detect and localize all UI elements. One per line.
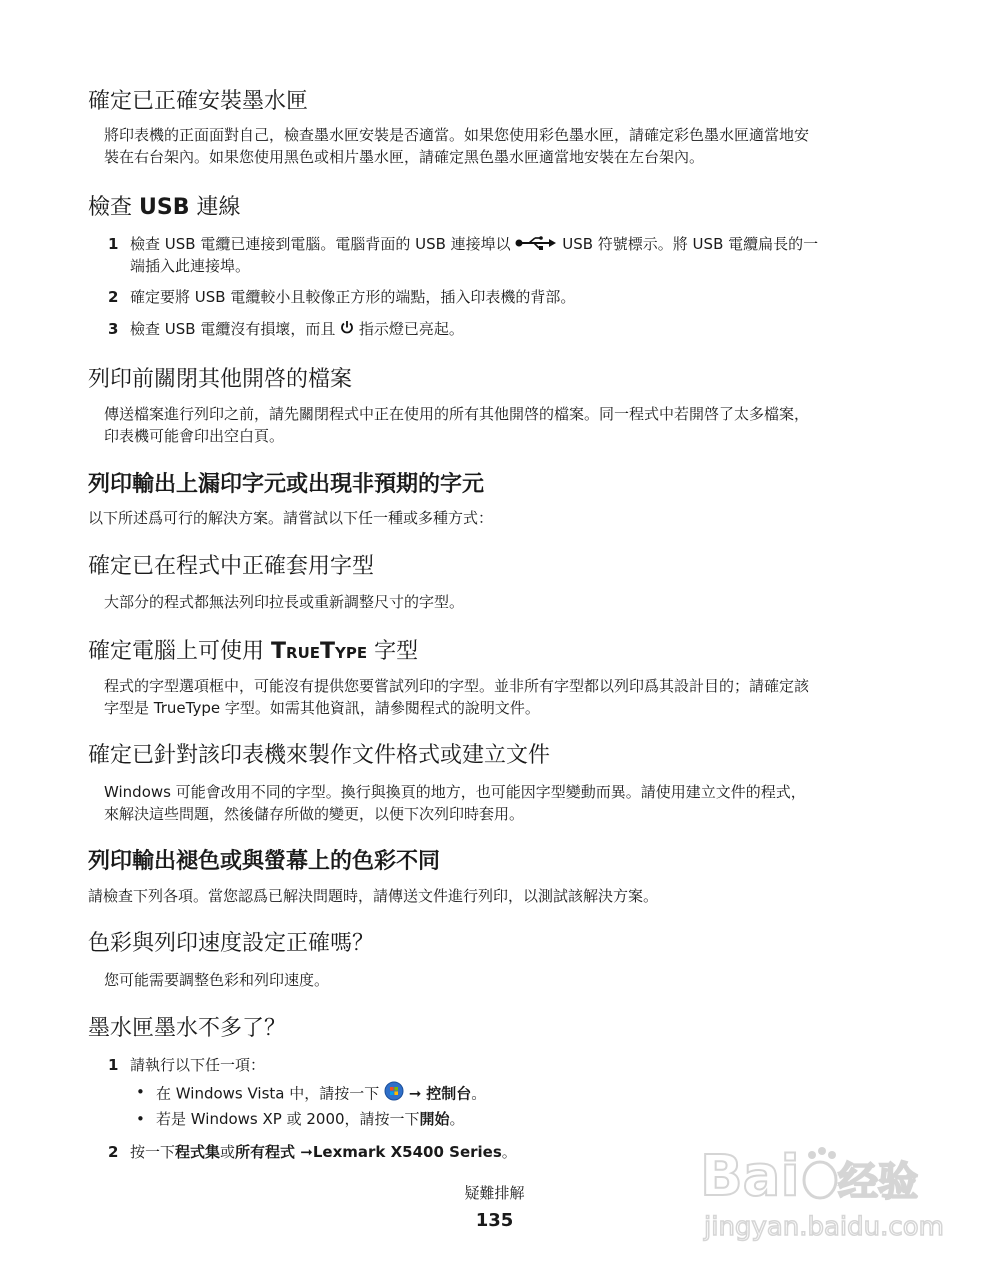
bullet-dot: • bbox=[136, 1110, 145, 1128]
heading-document-format: 確定已針對該印表機來製作文件格式或建立文件 bbox=[88, 743, 551, 768]
step-text-part: USB 符號標示。將 USB 電纜扁長的一 bbox=[562, 235, 819, 253]
step-text: 請執行以下任一項： bbox=[130, 1056, 266, 1074]
paragraph-line: 傳送檔案進行列印之前，請先關閉程式中正在使用的所有其他開啓的檔案。同一程式中若開啓了太多檔案， bbox=[104, 405, 810, 423]
bullet-text bbox=[156, 1081, 486, 1107]
paragraph-line: 程式的字型選項框中，可能沒有提供您要嘗試列印的字型。並非所有字型都以列印爲其設計目的；請確定該 bbox=[104, 677, 810, 695]
step-number: 1 bbox=[108, 1056, 119, 1074]
step-number: 2 bbox=[108, 1143, 119, 1161]
paragraph-line: 大部分的程式都無法列印拉長或重新調整尺寸的字型。 bbox=[104, 593, 465, 611]
paragraph-line: Windows 可能會改用不同的字型。換行與換頁的地方，也可能因字型變動而異。請使用建立文件的程式， bbox=[104, 783, 806, 801]
step-text bbox=[130, 233, 818, 256]
step-number: 3 bbox=[108, 320, 119, 338]
bullet-dot: • bbox=[136, 1083, 145, 1101]
paragraph-line: 字型是 TrueType 字型。如需其他資訊，請參閱程式的說明文件。 bbox=[104, 699, 540, 717]
arrow-glyph: ➞ bbox=[408, 1084, 422, 1103]
arrow-glyph: ➞ bbox=[295, 1143, 313, 1161]
paragraph-line: 以下所述爲可行的解決方案。請嘗試以下任一種或多種方式： bbox=[88, 509, 494, 527]
paragraph-line: 印表機可能會印出空白頁。 bbox=[104, 427, 285, 445]
step-text-bold: Lexmark X5400 Series bbox=[312, 1143, 502, 1161]
heading-part: 確定電腦上可使用 bbox=[88, 639, 271, 664]
paragraph-line: 將印表機的正面面對自己，檢查墨水匣安裝是否適當。如果您使用彩色墨水匣，請確定彩色墨水匣適當地安 bbox=[104, 126, 810, 144]
paragraph-line: 來解決這些問題，然後儲存所做的變更，以便下次列印時套用。 bbox=[104, 805, 525, 823]
step-text-part: 檢查 USB 電纜沒有損壞，而且 bbox=[130, 320, 336, 338]
svg-text:jingyan.baidu.com: jingyan.baidu.com bbox=[704, 1212, 944, 1242]
step-text bbox=[130, 318, 464, 341]
power-icon bbox=[340, 319, 354, 341]
step-text: 端插入此連接埠。 bbox=[130, 257, 251, 275]
step-text: 確定要將 USB 電纜較小且較像正方形的端點，插入印表機的背部。 bbox=[130, 288, 576, 306]
step-number: 2 bbox=[108, 288, 119, 306]
bullet-text-part: 。 bbox=[449, 1110, 465, 1128]
baidu-watermark-logo bbox=[700, 1125, 950, 1255]
bullet-text-bold: 控制台 bbox=[426, 1084, 472, 1103]
svg-text:经验: 经验 bbox=[838, 1159, 918, 1205]
heading-truetype-available bbox=[88, 638, 418, 667]
step-text-part: 指示燈已亮起。 bbox=[358, 320, 464, 338]
heading-cartridge-installed: 確定已正確安裝墨水匣 bbox=[88, 89, 309, 114]
heading-font-applied: 確定已在程式中正確套用字型 bbox=[88, 554, 375, 579]
bullet-text bbox=[156, 1108, 465, 1130]
bullet-text-bold: 開始 bbox=[419, 1110, 450, 1128]
step-text-part: 或 bbox=[220, 1143, 236, 1161]
paragraph-line: 您可能需要調整色彩和列印速度。 bbox=[104, 971, 330, 989]
heading-part-smallcaps: RUE bbox=[286, 644, 320, 662]
footer-section-label: 疑難排解 bbox=[464, 1184, 525, 1202]
step-text-bold: 所有程式 bbox=[235, 1143, 296, 1161]
heading-part: 字型 bbox=[367, 639, 419, 664]
paragraph-line: 裝在右台架內。如果您使用黑色或相片墨水匣，請確定黑色墨水匣適當地安裝在左台架內。 bbox=[104, 148, 705, 166]
step-text-part: 按一下 bbox=[130, 1143, 176, 1161]
step-text-bold: 程式集 bbox=[175, 1143, 221, 1161]
heading-faded-colors: 列印輸出褪色或與螢幕上的色彩不同 bbox=[88, 849, 441, 874]
step-text bbox=[130, 1141, 517, 1163]
footer-page-number: 135 bbox=[475, 1210, 514, 1231]
heading-part-bold: T bbox=[320, 639, 336, 664]
heading-part: 連線 bbox=[189, 195, 241, 220]
heading-ink-low: 墨水匣墨水不多了？ bbox=[88, 1016, 287, 1041]
svg-text:Bai: Bai bbox=[700, 1144, 800, 1209]
heading-part-bold: USB bbox=[139, 195, 190, 220]
heading-close-other-files: 列印前關閉其他開啓的檔案 bbox=[88, 367, 353, 392]
heading-missing-characters: 列印輸出上漏印字元或出現非預期的字元 bbox=[88, 472, 485, 497]
bullet-text-part: 。 bbox=[471, 1084, 487, 1103]
bullet-text-part: 在 Windows Vista 中，請按一下 bbox=[156, 1084, 380, 1103]
bullet-text-part: 若是 Windows XP 或 2000，請按一下 bbox=[156, 1110, 420, 1128]
heading-part-smallcaps: YPE bbox=[335, 644, 368, 662]
step-text-part: 檢查 USB 電纜已連接到電腦。電腦背面的 USB 連接埠以 bbox=[130, 235, 511, 253]
heading-check-usb bbox=[88, 194, 240, 222]
windows-start-icon bbox=[384, 1081, 404, 1107]
paragraph-line: 請檢查下列各項。當您認爲已解決問題時，請傳送文件進行列印，以測試該解決方案。 bbox=[88, 887, 659, 905]
heading-color-speed-settings: 色彩與列印速度設定正確嗎？ bbox=[88, 931, 375, 956]
step-text-part: 。 bbox=[501, 1143, 517, 1161]
usb-icon bbox=[515, 234, 557, 256]
heading-part-bold: T bbox=[271, 639, 287, 664]
heading-part: 檢查 bbox=[88, 195, 139, 220]
step-number: 1 bbox=[108, 235, 119, 253]
